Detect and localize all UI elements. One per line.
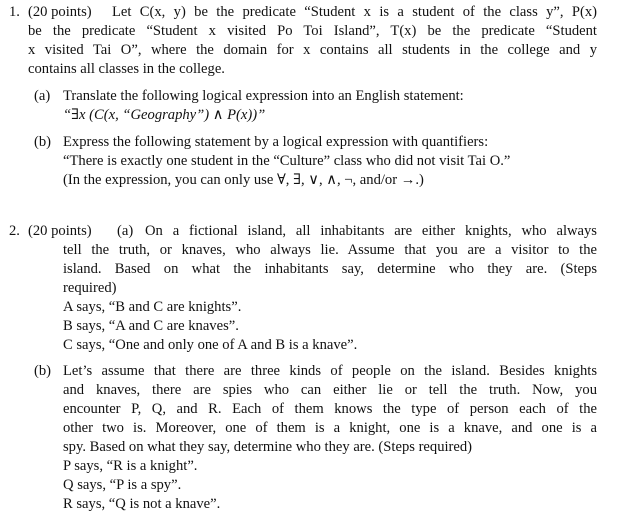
problem-2a-statement-a: A says, “B and C are knights”. (63, 299, 242, 315)
problem-2a-label: (a) (117, 223, 134, 239)
problem-1b-instruction: Express the following statement by a logical expression with quantifiers: (63, 134, 489, 150)
problem-1-intro-line-2: be the predicate “Student x visited Po Toi Island”, T(x) be the predicate “Student (28, 23, 597, 39)
problem-2b-line-5: spy. Based on what they say, determine who they are. (Steps required) (63, 439, 473, 455)
problem-1-intro-line-3: x visited Tai O”, where the domain for x contains all students in the college and y (28, 42, 597, 58)
problem-2a-statement-b: B says, “A and C are knaves”. (63, 318, 239, 334)
problem-2b-statement-r: R says, “Q is not a knave”. (63, 496, 221, 512)
problem-1b-label: (b) (34, 134, 52, 150)
problem-1-number: 1. (9, 4, 20, 20)
problem-2a-line-2: tell the truth, or knaves, who always lie. Assume that you are a visitor to the (63, 242, 597, 258)
problem-2b-label: (b) (34, 363, 52, 379)
problem-2a-line-4: required) (63, 280, 117, 296)
problem-1a-instruction: Translate the following logical expression into an English statement: (63, 88, 464, 104)
problem-1b-note: (In the expression, you can only use ∀, ∃, ∨, ∧, ¬, and/or →.) (63, 172, 424, 188)
problem-1b-statement: “There is exactly one student in the “Culture” class who did not visit Tai O.” (63, 153, 511, 169)
problem-2b-line-4: other two is. Moreover, one of them is a knight, one is a knave, and one is a (63, 420, 597, 436)
problem-2b-statement-q: Q says, “P is a spy”. (63, 477, 182, 493)
problem-1-points: (20 points) (28, 4, 92, 20)
problem-2b-statement-p: P says, “R is a knight”. (63, 458, 198, 474)
problem-2b-line-1: Let’s assume that there are three kinds of people on the island. Besides knights (63, 363, 597, 379)
problem-2-number: 2. (9, 223, 20, 239)
problem-1-intro-line-4: contains all classes in the college. (28, 61, 225, 77)
problem-1a-expression: “∃x (C(x, “Geography”) ∧ P(x))” (63, 107, 266, 123)
problem-2a-line-3: island. Based on what the inhabitants say, determine who they are. (Steps (63, 261, 597, 277)
problem-2b-line-3: encounter P, Q, and R. Each of them knows the type of person each of the (63, 401, 597, 417)
problem-2a-statement-c: C says, “One and only one of A and B is a knave”. (63, 337, 358, 353)
problem-2-points: (20 points) (28, 223, 92, 239)
problem-1a-label: (a) (34, 88, 51, 104)
problem-2b-line-2: and knaves, there are spies who can either lie or tell the truth. Now, you (63, 382, 597, 398)
problem-1-intro-line-1: Let C(x, y) be the predicate “Student x is a student of the class y”, P(x) (112, 4, 597, 20)
problem-2a-line-1: On a fictional island, all inhabitants are either knights, who always (145, 223, 597, 239)
